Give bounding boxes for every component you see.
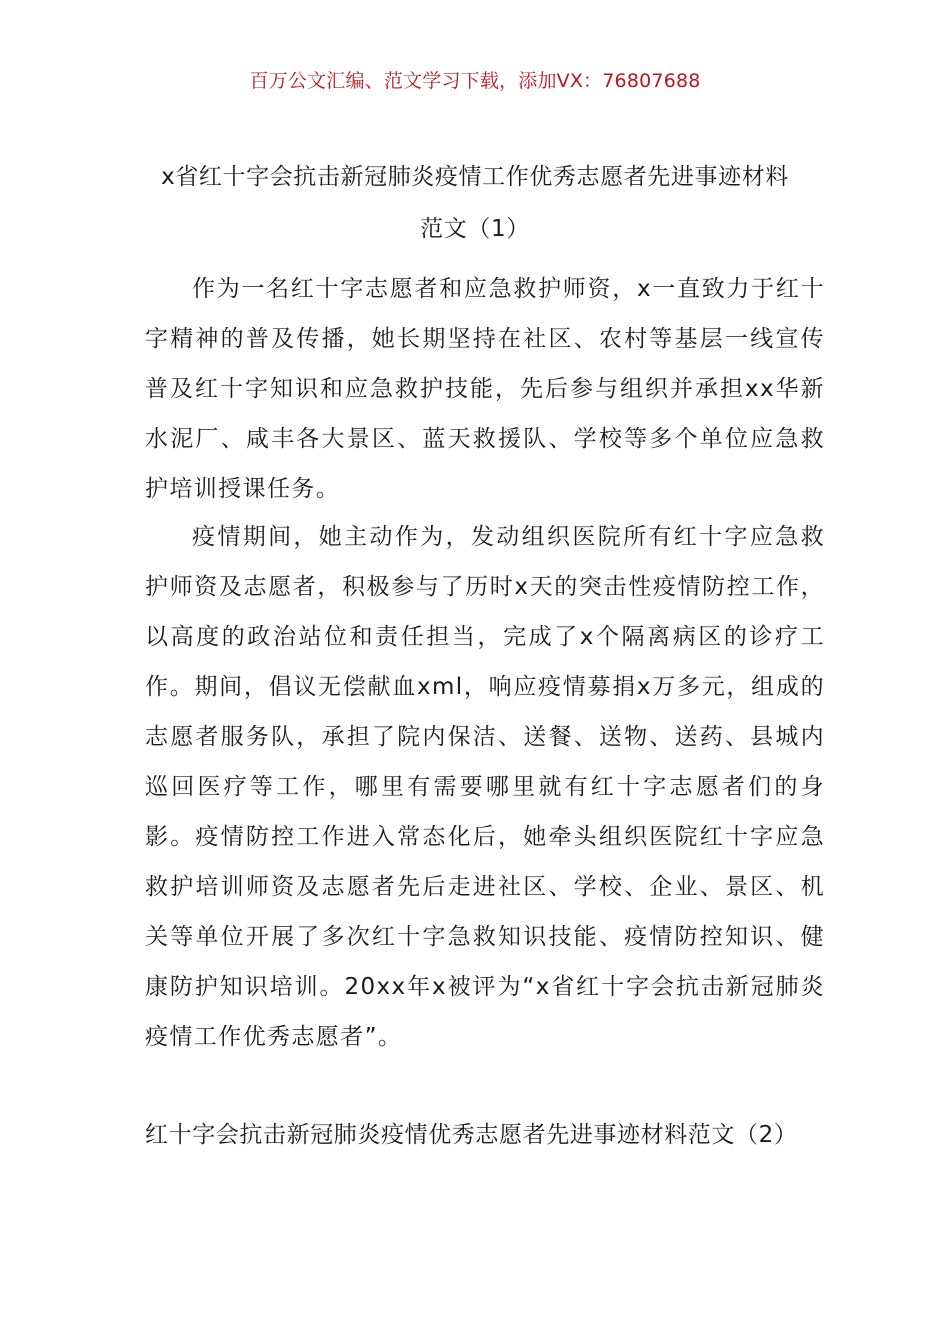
document-title-line-2: 范文（1）	[420, 216, 530, 242]
paragraph-1: 作为一名红十字志愿者和应急救护师资，x一直致力于红十字精神的普及传播，她长期坚持在社区、农村等基层一线宣传普及红十字知识和应急救护技能，先后参与组织并承担xx华新水泥厂、咸丰各大景区、蓝天救援队、学校等多个单位应急救护培训授课任务。	[145, 276, 825, 502]
section-2-title: 红十字会抗击新冠肺炎疫情优秀志愿者先进事迹材料范文（2）	[145, 1122, 798, 1148]
document-title-line-1: x省红十字会抗击新冠肺炎疫情工作优秀志愿者先进事迹材料	[161, 164, 789, 190]
paragraph-2: 疫情期间，她主动作为，发动组织医院所有红十字应急救护师资及志愿者，积极参与了历时x天的突击性疫情防控工作，以高度的政治站位和责任担当，完成了x个隔离病区的诊疗工作。期间，倡议无偿献血xml，响应疫情募捐x万多元，组成的志愿者服务队，承担了院内保洁、送餐、送物、送药、县城内巡回医疗等工作，哪里有需要哪里就有红十字志愿者们的身影。疫情防控工作进入常态化后，她牵头组织医院红十字应急救护培训师资及志愿者先后走进社区、学校、企业、景区、机关等单位开展了多次红十字急救知识技能、疫情防控知识、健康防护知识培训。20xx年x被评为“x省红十字会抗击新冠肺炎疫情工作优秀志愿者”。	[145, 524, 825, 1050]
header-banner: 百万公文汇编、范文学习下载，添加VX：76807688	[249, 70, 701, 92]
